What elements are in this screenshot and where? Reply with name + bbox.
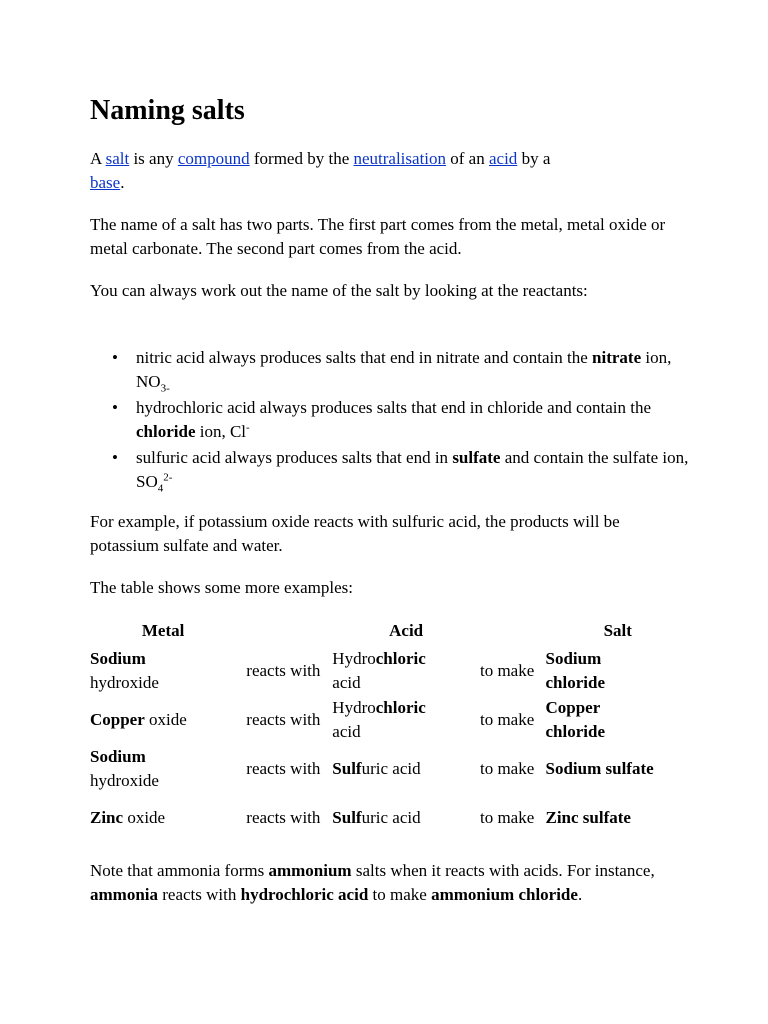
verb-cell: to make	[479, 660, 535, 680]
reactants-paragraph: You can always work out the name of the salt by looking at the reactants:	[90, 281, 588, 300]
table-row	[90, 646, 690, 695]
salt-name-paragraph: The name of a salt has two parts. The first part comes from the metal, metal oxide or metal carbonate. The second part comes from the acid.	[90, 215, 666, 258]
salt-cell: Sodium chloride	[545, 648, 605, 692]
bullet-icon: •	[112, 348, 118, 367]
list-item-sulfuric: • sulfuric acid always produces salts that end in sulfate and contain the sulfate ion, $SO_4^{2-}$	[112, 448, 689, 495]
metal-cell: Zinc oxide	[90, 807, 166, 827]
metal-cell: Copper oxide	[90, 709, 187, 729]
example-paragraph: For example, if potassium oxide reacts with sulfuric acid, the products will be potassium sulfate and water.	[90, 512, 620, 555]
salt-examples-table	[90, 618, 690, 842]
table-intro-paragraph: The table shows some more examples:	[90, 578, 353, 597]
table-row	[90, 695, 690, 744]
metal-cell: Sodium hydroxide	[90, 746, 159, 790]
intro-paragraph: A salt is any compound formed by the neutralisation of an acid by a base.	[90, 149, 551, 192]
ammonia-note-paragraph: Note that ammonia forms ammonium salts when it reacts with acids. For instance, ammonia reacts with hydrochloric acid to make ammonium chloride.	[90, 861, 655, 904]
table-header-row	[90, 618, 690, 646]
metal-cell: Sodium hydroxide	[90, 648, 159, 692]
link-base[interactable]: base	[90, 173, 121, 192]
link-salt[interactable]: salt	[105, 149, 130, 168]
bullet-icon: •	[112, 398, 118, 417]
reacts-cell: reacts with	[246, 807, 321, 827]
verb-cell: to make	[479, 807, 535, 827]
acid-cell: Sulfuric acid	[332, 807, 421, 827]
verb-cell: to make	[479, 758, 535, 778]
link-acid[interactable]: acid	[488, 149, 518, 168]
reacts-cell: reacts with	[246, 660, 321, 680]
header-acid: Acid	[389, 621, 424, 640]
page-title: Naming salts	[90, 95, 245, 126]
salt-cell: Zinc sulfate	[545, 807, 631, 827]
link-neutralisation[interactable]: neutralisation	[353, 149, 447, 168]
header-salt: Salt	[603, 621, 632, 640]
bullet-icon: •	[112, 448, 118, 467]
list-item-nitric: • nitric acid always produces salts that end in nitrate and contain the nitrate ion, $NO_{3-}$	[112, 348, 672, 395]
acid-list	[90, 346, 690, 496]
salt-cell: Sodium sulfate	[545, 758, 654, 778]
list-item-hydrochloric: • hydrochloric acid always produces salts that end in chloride and contain the chloride ion, Cl-	[112, 398, 652, 441]
acid-cell: Sulfuric acid	[332, 758, 421, 778]
table-row	[90, 793, 690, 842]
verb-cell: to make	[479, 709, 535, 729]
header-metal: Metal	[141, 621, 185, 640]
link-compound[interactable]: compound	[177, 149, 250, 168]
reacts-cell: reacts with	[246, 758, 321, 778]
acid-cell: Hydrochloric acid	[332, 648, 426, 692]
salt-cell: Copper chloride	[545, 697, 605, 741]
acid-cell: Hydrochloric acid	[332, 697, 426, 741]
table-row	[90, 744, 690, 793]
reacts-cell: reacts with	[246, 709, 321, 729]
